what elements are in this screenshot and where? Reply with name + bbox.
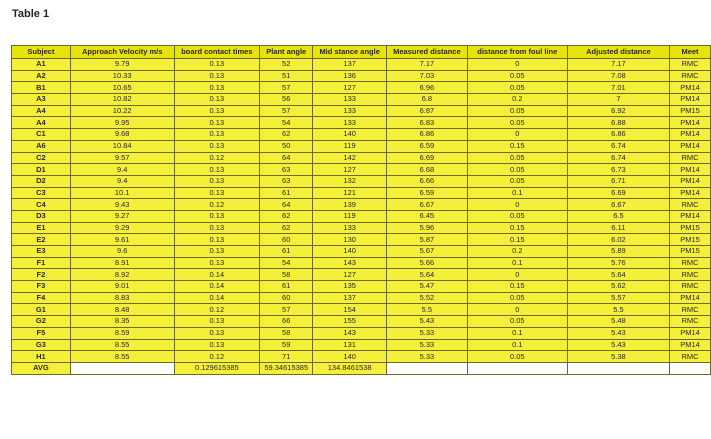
table-row: [12, 304, 711, 316]
table-cell: 6.92: [567, 105, 669, 117]
table-cell: 6.59: [387, 187, 468, 199]
subject-cell: D2: [12, 175, 71, 187]
subject-cell: E2: [12, 234, 71, 246]
table-cell: 6.66: [387, 175, 468, 187]
table-cell: 5.66: [387, 257, 468, 269]
table-cell: 9.4: [70, 175, 174, 187]
table-cell: 10.33: [70, 70, 174, 82]
table-cell: PM14: [670, 327, 711, 339]
table-cell: 133: [313, 105, 387, 117]
table-cell: 6.02: [567, 234, 669, 246]
table-cell: 6.11: [567, 222, 669, 234]
table-cell: 0.13: [174, 175, 260, 187]
table-cell: 0.13: [174, 105, 260, 117]
table-cell: 10.84: [70, 140, 174, 152]
table-cell: 66: [260, 316, 313, 328]
table-cell: 9.61: [70, 234, 174, 246]
table-cell: 6.45: [387, 210, 468, 222]
table-cell: 6.73: [567, 164, 669, 176]
table-cell: 8.91: [70, 257, 174, 269]
table-cell: 0.1: [467, 187, 567, 199]
column-header: Approach Velocity m/s: [70, 46, 174, 59]
table-cell: 0.13: [174, 339, 260, 351]
table-cell: 0.15: [467, 222, 567, 234]
table-row: [12, 246, 711, 258]
table-cell: 137: [313, 59, 387, 71]
table-cell: 0.13: [174, 187, 260, 199]
table-cell: 0.05: [467, 105, 567, 117]
avg-cell: [670, 362, 711, 374]
avg-cell: 59.34615385: [260, 362, 313, 374]
subject-cell: A3: [12, 94, 71, 106]
table-cell: PM14: [670, 339, 711, 351]
table-cell: 0.05: [467, 82, 567, 94]
table-cell: 62: [260, 129, 313, 141]
table-cell: RMC: [670, 269, 711, 281]
table-cell: 5.43: [387, 316, 468, 328]
table-cell: 133: [313, 94, 387, 106]
table-row: [12, 210, 711, 222]
table-cell: 5.67: [387, 246, 468, 258]
table-cell: 0: [467, 304, 567, 316]
table-cell: 0.13: [174, 117, 260, 129]
table-cell: 0.05: [467, 175, 567, 187]
table-cell: 136: [313, 70, 387, 82]
table-cell: 0.15: [467, 140, 567, 152]
table-cell: 127: [313, 82, 387, 94]
table-cell: PM15: [670, 222, 711, 234]
subject-cell: G2: [12, 316, 71, 328]
table-cell: 121: [313, 187, 387, 199]
table-cell: 119: [313, 140, 387, 152]
table-cell: 71: [260, 351, 313, 363]
table-cell: 0.13: [174, 164, 260, 176]
table-cell: 6.83: [387, 117, 468, 129]
table-cell: 62: [260, 210, 313, 222]
table-row: [12, 117, 711, 129]
table-row: [12, 222, 711, 234]
table-cell: 0.13: [174, 234, 260, 246]
table-row: [12, 140, 711, 152]
table-cell: PM14: [670, 82, 711, 94]
table-cell: 6.74: [567, 140, 669, 152]
table-cell: PM14: [670, 292, 711, 304]
table-cell: 6.67: [387, 199, 468, 211]
table-cell: 5.43: [567, 339, 669, 351]
table-cell: 137: [313, 292, 387, 304]
table-cell: 0.13: [174, 70, 260, 82]
table-cell: RMC: [670, 281, 711, 293]
subject-cell: A1: [12, 59, 71, 71]
table-cell: 0.12: [174, 152, 260, 164]
header-row: [12, 46, 711, 59]
table-cell: 51: [260, 70, 313, 82]
subject-cell: D1: [12, 164, 71, 176]
table-cell: 57: [260, 82, 313, 94]
table-cell: 0.13: [174, 257, 260, 269]
table-cell: 0.1: [467, 339, 567, 351]
subject-cell: D3: [12, 210, 71, 222]
table-cell: 9.57: [70, 152, 174, 164]
avg-cell: 0.129615385: [174, 362, 260, 374]
table-cell: 9.4: [70, 164, 174, 176]
table-cell: 5.96: [387, 222, 468, 234]
table-cell: PM14: [670, 187, 711, 199]
table-cell: 5.52: [387, 292, 468, 304]
subject-cell: F3: [12, 281, 71, 293]
subject-cell: C4: [12, 199, 71, 211]
table-cell: 6.88: [567, 117, 669, 129]
subject-cell: A6: [12, 140, 71, 152]
table-cell: 6.67: [567, 199, 669, 211]
table-cell: 9.6: [70, 246, 174, 258]
column-header: Meet: [670, 46, 711, 59]
table-cell: 5.57: [567, 292, 669, 304]
table-cell: 9.68: [70, 129, 174, 141]
table-cell: 139: [313, 199, 387, 211]
table-cell: 61: [260, 246, 313, 258]
table-cell: 50: [260, 140, 313, 152]
table-cell: PM14: [670, 140, 711, 152]
table-cell: 9.29: [70, 222, 174, 234]
subject-cell: F5: [12, 327, 71, 339]
table-cell: 0.13: [174, 210, 260, 222]
table-cell: 0.13: [174, 222, 260, 234]
table-cell: 6.59: [387, 140, 468, 152]
table-cell: 0: [467, 59, 567, 71]
table-cell: 9.95: [70, 117, 174, 129]
table-cell: 0.12: [174, 199, 260, 211]
table-cell: 0.13: [174, 246, 260, 258]
table-cell: 5.47: [387, 281, 468, 293]
table-cell: 0.05: [467, 164, 567, 176]
table-cell: 0.05: [467, 117, 567, 129]
table-cell: 6.8: [387, 94, 468, 106]
table-cell: 5.33: [387, 327, 468, 339]
table-cell: 6.69: [387, 152, 468, 164]
table-cell: 8.92: [70, 269, 174, 281]
table-cell: PM15: [670, 246, 711, 258]
table-cell: 0: [467, 199, 567, 211]
column-header: distance from foul line: [467, 46, 567, 59]
table-cell: RMC: [670, 59, 711, 71]
table-cell: 5.5: [387, 304, 468, 316]
table-cell: 6.87: [387, 105, 468, 117]
table-cell: PM14: [670, 210, 711, 222]
table-cell: 10.65: [70, 82, 174, 94]
table-cell: 0.12: [174, 351, 260, 363]
table-cell: 127: [313, 269, 387, 281]
table-cell: 8.83: [70, 292, 174, 304]
table-cell: 0.13: [174, 327, 260, 339]
subject-cell: A4: [12, 117, 71, 129]
table-cell: 0.15: [467, 281, 567, 293]
table-row: [12, 327, 711, 339]
table-cell: 0: [467, 129, 567, 141]
table-cell: 58: [260, 327, 313, 339]
table-cell: 0.05: [467, 70, 567, 82]
table-cell: RMC: [670, 199, 711, 211]
table-cell: 142: [313, 152, 387, 164]
table-row: [12, 175, 711, 187]
table-cell: 7: [567, 94, 669, 106]
subject-cell: F4: [12, 292, 71, 304]
table-cell: 0.13: [174, 59, 260, 71]
table-cell: 57: [260, 105, 313, 117]
table-cell: 64: [260, 152, 313, 164]
table-cell: 0.05: [467, 351, 567, 363]
table-cell: 8.55: [70, 351, 174, 363]
table-cell: 133: [313, 117, 387, 129]
column-header: Mid stance angle: [313, 46, 387, 59]
table-cell: 8.48: [70, 304, 174, 316]
data-table: [11, 45, 711, 375]
table-cell: 0.05: [467, 316, 567, 328]
table-cell: 8.59: [70, 327, 174, 339]
table-cell: 135: [313, 281, 387, 293]
table-cell: 52: [260, 59, 313, 71]
table-row: [12, 129, 711, 141]
table-cell: 0.13: [174, 140, 260, 152]
table-row: [12, 281, 711, 293]
table-row: [12, 187, 711, 199]
table-cell: 6.71: [567, 175, 669, 187]
table-cell: 6.86: [567, 129, 669, 141]
table-cell: PM14: [670, 129, 711, 141]
table-row: [12, 164, 711, 176]
avg-cell: [467, 362, 567, 374]
table-cell: PM14: [670, 164, 711, 176]
table-cell: 7.03: [387, 70, 468, 82]
table-cell: 5.89: [567, 246, 669, 258]
table-cell: 10.22: [70, 105, 174, 117]
table-cell: 0.05: [467, 152, 567, 164]
table-cell: RMC: [670, 351, 711, 363]
table-cell: 9.27: [70, 210, 174, 222]
table-cell: 7.17: [567, 59, 669, 71]
table-cell: 6.86: [387, 129, 468, 141]
table-cell: 127: [313, 164, 387, 176]
table-cell: 143: [313, 327, 387, 339]
subject-cell: C3: [12, 187, 71, 199]
table-cell: 5.64: [387, 269, 468, 281]
table-cell: 119: [313, 210, 387, 222]
table-cell: RMC: [670, 316, 711, 328]
table-cell: 0.1: [467, 327, 567, 339]
subject-cell: C1: [12, 129, 71, 141]
table-cell: 60: [260, 292, 313, 304]
avg-row: [12, 362, 711, 374]
table-cell: 60: [260, 234, 313, 246]
table-cell: 9.79: [70, 59, 174, 71]
table-row: [12, 351, 711, 363]
table-row: [12, 70, 711, 82]
table-cell: 56: [260, 94, 313, 106]
table-cell: 10.1: [70, 187, 174, 199]
table-cell: 5.33: [387, 339, 468, 351]
table-cell: RMC: [670, 257, 711, 269]
table-row: [12, 316, 711, 328]
table-cell: PM15: [670, 105, 711, 117]
table-cell: 0.14: [174, 269, 260, 281]
table-cell: 0.13: [174, 94, 260, 106]
table-cell: 0.14: [174, 281, 260, 293]
table-row: [12, 269, 711, 281]
subject-cell: C2: [12, 152, 71, 164]
table-cell: 0.2: [467, 94, 567, 106]
avg-label: AVG: [12, 362, 71, 374]
subject-cell: F1: [12, 257, 71, 269]
table-cell: 7.08: [567, 70, 669, 82]
table-row: [12, 199, 711, 211]
table-row: [12, 152, 711, 164]
table-cell: 5.64: [567, 269, 669, 281]
table-cell: 5.43: [567, 327, 669, 339]
table-cell: 8.55: [70, 339, 174, 351]
avg-cell: [567, 362, 669, 374]
table-cell: 58: [260, 269, 313, 281]
table-cell: 5.5: [567, 304, 669, 316]
table-cell: 5.76: [567, 257, 669, 269]
table-cell: 57: [260, 304, 313, 316]
table-cell: 54: [260, 257, 313, 269]
table-cell: 0.05: [467, 210, 567, 222]
table-cell: RMC: [670, 70, 711, 82]
column-header: Subject: [12, 46, 71, 59]
table-body: [12, 59, 711, 363]
table-cell: 62: [260, 222, 313, 234]
table-cell: 154: [313, 304, 387, 316]
table-cell: PM14: [670, 94, 711, 106]
table-cell: 9.43: [70, 199, 174, 211]
table-row: [12, 257, 711, 269]
table-cell: 9.01: [70, 281, 174, 293]
table-cell: 5.62: [567, 281, 669, 293]
table-row: [12, 234, 711, 246]
table-cell: 140: [313, 246, 387, 258]
table-cell: 130: [313, 234, 387, 246]
table-cell: 0: [467, 269, 567, 281]
table-cell: 63: [260, 164, 313, 176]
table-cell: 0.1: [467, 257, 567, 269]
column-header: Plant angle: [260, 46, 313, 59]
table-cell: 0.13: [174, 129, 260, 141]
table-cell: 61: [260, 187, 313, 199]
table-cell: 7.01: [567, 82, 669, 94]
table-cell: 59: [260, 339, 313, 351]
table-row: [12, 94, 711, 106]
avg-cell: 134.8461538: [313, 362, 387, 374]
table-cell: 132: [313, 175, 387, 187]
table-cell: 8.35: [70, 316, 174, 328]
table-cell: 0.13: [174, 82, 260, 94]
subject-cell: A2: [12, 70, 71, 82]
table-cell: 10.82: [70, 94, 174, 106]
subject-cell: A4: [12, 105, 71, 117]
avg-cell: [387, 362, 468, 374]
table-cell: 6.68: [387, 164, 468, 176]
table-cell: 5.33: [387, 351, 468, 363]
table-row: [12, 105, 711, 117]
table-cell: 6.69: [567, 187, 669, 199]
table-cell: 6.74: [567, 152, 669, 164]
table-cell: 0.05: [467, 292, 567, 304]
table-cell: 6.5: [567, 210, 669, 222]
table-cell: 143: [313, 257, 387, 269]
table-cell: 5.48: [567, 316, 669, 328]
table-cell: 0.15: [467, 234, 567, 246]
table-cell: 133: [313, 222, 387, 234]
subject-cell: E1: [12, 222, 71, 234]
table-cell: 5.87: [387, 234, 468, 246]
column-header: board contact times: [174, 46, 260, 59]
table-cell: 0.14: [174, 292, 260, 304]
table-cell: 0.13: [174, 316, 260, 328]
table-cell: PM14: [670, 117, 711, 129]
subject-cell: B1: [12, 82, 71, 94]
table-cell: 140: [313, 129, 387, 141]
table-cell: 7.17: [387, 59, 468, 71]
table-row: [12, 339, 711, 351]
table-cell: 61: [260, 281, 313, 293]
column-header: Adjusted distance: [567, 46, 669, 59]
table-cell: PM15: [670, 234, 711, 246]
table-cell: 54: [260, 117, 313, 129]
table-cell: RMC: [670, 304, 711, 316]
subject-cell: H1: [12, 351, 71, 363]
table-cell: 131: [313, 339, 387, 351]
table-title: Table 1: [12, 8, 50, 20]
subject-cell: G3: [12, 339, 71, 351]
table-cell: 0.2: [467, 246, 567, 258]
subject-cell: E3: [12, 246, 71, 258]
table-cell: 5.38: [567, 351, 669, 363]
table-row: [12, 59, 711, 71]
table-cell: RMC: [670, 152, 711, 164]
table-cell: 140: [313, 351, 387, 363]
subject-cell: F2: [12, 269, 71, 281]
column-header: Measured distance: [387, 46, 468, 59]
table-cell: PM14: [670, 175, 711, 187]
table-cell: 63: [260, 175, 313, 187]
avg-cell: [70, 362, 174, 374]
table-cell: 155: [313, 316, 387, 328]
table-cell: 0.12: [174, 304, 260, 316]
table-row: [12, 82, 711, 94]
subject-cell: G1: [12, 304, 71, 316]
table-row: [12, 292, 711, 304]
table-cell: 64: [260, 199, 313, 211]
table-cell: 6.96: [387, 82, 468, 94]
